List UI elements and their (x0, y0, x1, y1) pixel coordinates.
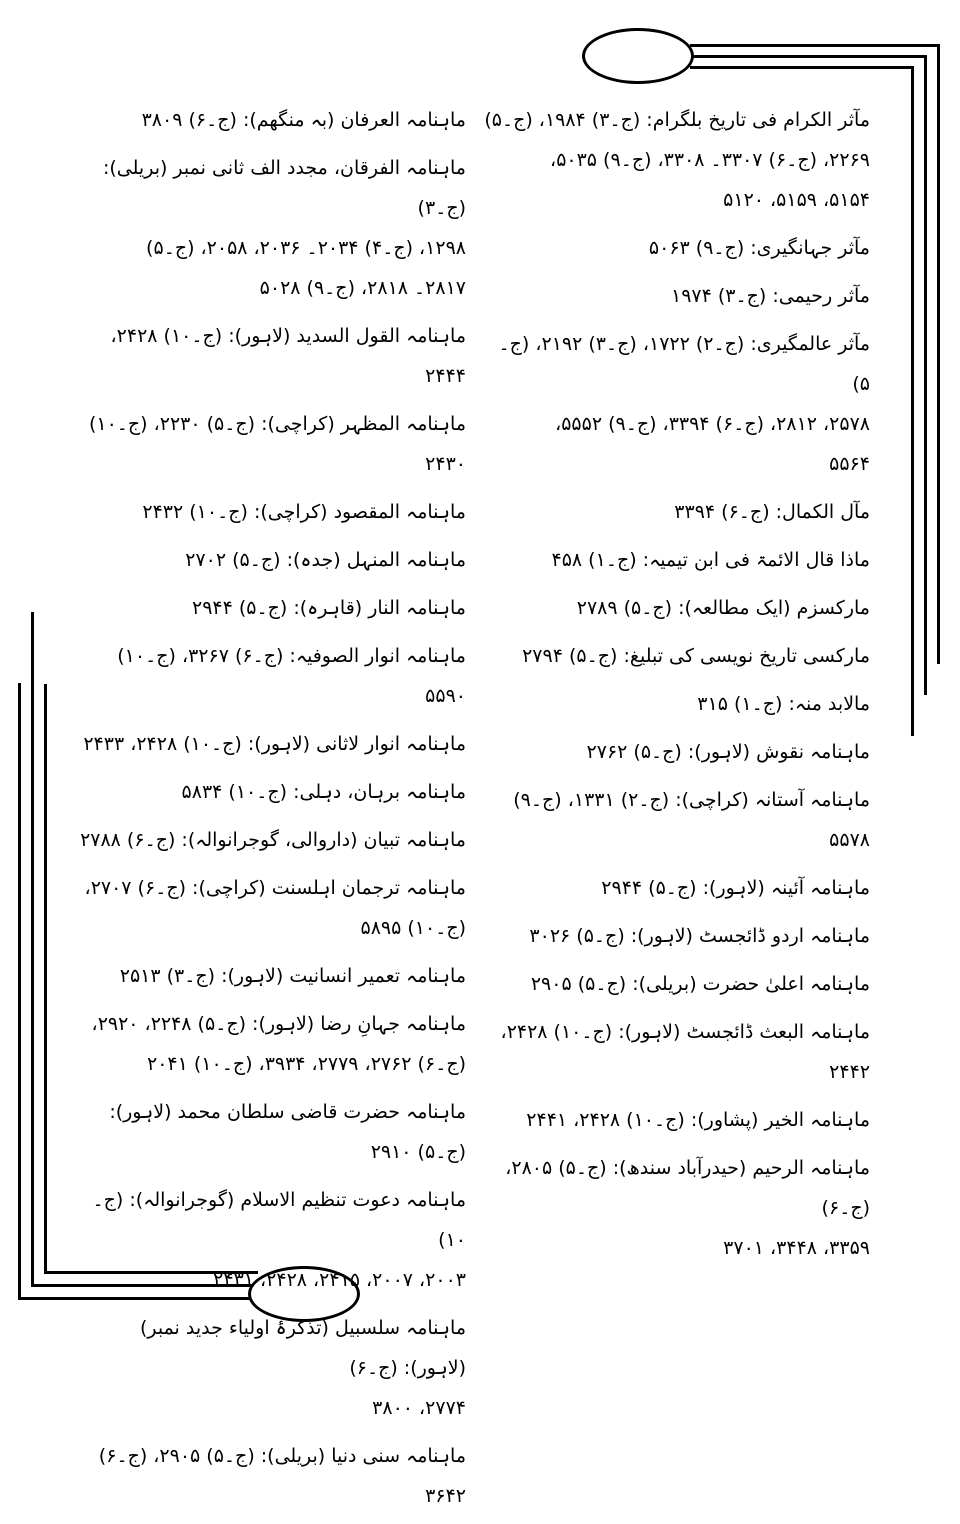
entry-line: ۵۵۶۴ (829, 453, 870, 475)
frame-top-line-2 (690, 55, 927, 58)
index-entry (76, 724, 466, 764)
entry-line: ماہنامہ سلسبیل (تذکرۂ اولیاء جدید نمبر) (لاہور): (ج۔۶) (139, 1317, 466, 1379)
top-oval (582, 28, 694, 84)
index-entry (76, 956, 466, 996)
entry-line: ماہنامہ الرحیم (حیدرآباد سندھ): (ج۔۵) ۲۸۰۵، (ج۔۶) (505, 1157, 870, 1219)
entry-line: ماہنامہ البعث ڈائجسٹ (لاہور): (ج۔۱۰) ۲۴۲۸، (500, 1021, 870, 1043)
index-entry (76, 540, 466, 580)
entry-line: ماہنامہ اعلیٰ حضرت (بریلی): (ج۔۵) ۲۹۰۵ (530, 973, 870, 995)
entry-line: مارکسزم (ایک مطالعہ): (ج۔۵) ۲۷۸۹ (576, 597, 870, 619)
index-entry (76, 1436, 466, 1516)
entry-line: ماہنامہ المقصود (کراچی): (ج۔۱۰) ۲۴۳۲ (142, 501, 466, 523)
frame-left-line-1 (18, 683, 21, 1300)
index-entry (76, 404, 466, 484)
entry-line: ماہنامہ دعوت تنظیم الاسلام (گوجرانوالہ): (ج۔۱۰) (92, 1189, 466, 1251)
index-entry (484, 732, 870, 772)
entry-line: ماہنامہ حضرت قاضی سلطان محمد (لاہور): (ج۔۵) ۲۹۱۰ (109, 1101, 466, 1163)
frame-top-line-1 (690, 44, 940, 47)
index-entry (76, 868, 466, 948)
entry-line: ماہنامہ انوار الصوفیہ: (ج۔۶) ۳۲۶۷، (ج۔۱۰) ۵۵۹۰ (117, 645, 466, 707)
index-entry (484, 1100, 870, 1140)
entry-line: ماہنامہ القول السدید (لاہور): (ج۔۱۰) ۲۴۲۸، ۲۴۴۴ (110, 325, 466, 387)
entry-line: ۲۴۴۲ (829, 1061, 870, 1083)
entry-line: مآثر جہانگیری: (ج۔۹) ۵۰۶۳ (648, 237, 870, 259)
index-entry (76, 1308, 466, 1428)
entry-line: ماہنامہ المنہل (جدہ): (ج۔۵) ۲۷۰۲ (185, 549, 466, 571)
index-entry (484, 964, 870, 1004)
entry-line: ۲۵۷۸، ۲۸۱۲، (ج۔۶) ۳۳۹۴، (ج۔۹) ۵۵۵۲، (555, 413, 870, 435)
entry-line: ماذا قال الائمۃ فی ابن تیمیہ: (ج۔۱) ۴۵۸ (551, 549, 870, 571)
entry-line: ۲۲۶۹، (ج۔۶) ۳۳۰۷۔ ۳۳۰۸، (ج۔۹) ۵۰۳۵، (550, 149, 870, 171)
index-entry (484, 228, 870, 268)
index-entry (76, 148, 466, 308)
index-entry (76, 820, 466, 860)
entry-line: ماہنامہ الفرقان، مجدد الف ثانی نمبر (بریلی): (ج۔۳) (102, 157, 466, 219)
index-entry (76, 772, 466, 812)
index-entry (484, 780, 870, 860)
entry-line: ۲۴۳۰ (425, 453, 466, 475)
entry-line: مآثر رحیمی: (ج۔۳) ۱۹۷۴ (670, 285, 870, 307)
frame-right-line-3 (911, 66, 914, 736)
index-entry (76, 492, 466, 532)
frame-right-line-2 (924, 55, 927, 695)
entry-line: ماہنامہ جہانِ رضا (لاہور): (ج۔۵) ۲۲۴۸، ۲۹۲۰، (91, 1013, 466, 1035)
index-entry (484, 916, 870, 956)
index-entry (76, 1180, 466, 1300)
entry-line: ماہنامہ سنی دنیا (بریلی): (ج۔۵) ۲۹۰۵، (ج۔۶) ۳۶۴۲ (98, 1445, 466, 1507)
frame-right-line-1 (937, 44, 940, 664)
entry-line: ۵۱۵۴، ۵۱۵۹، ۵۱۲۰ (723, 189, 870, 211)
entry-line: ماہنامہ المظہر (کراچی): (ج۔۵) ۲۲۳۰، (ج۔۱۰) (88, 413, 466, 435)
entry-line: ماہنامہ الخیر (پشاور): (ج۔۱۰) ۲۴۲۸، ۲۴۴۱ (526, 1109, 870, 1131)
entry-line: ۵۵۷۸ (829, 829, 870, 851)
entry-line: مآل الکمال: (ج۔۶) ۳۳۹۴ (674, 501, 870, 523)
index-entry (76, 588, 466, 628)
index-entry (484, 1148, 870, 1268)
index-entry (484, 868, 870, 908)
entry-line: ۲۷۷۴، ۳۸۰۰ (372, 1397, 466, 1419)
entry-line: ماہنامہ ترجمان اہلسنت (کراچی): (ج۔۶) ۲۷۰۷، (84, 877, 466, 899)
index-entry (76, 1092, 466, 1172)
index-entry (484, 1012, 870, 1092)
entry-line: ماہنامہ انوار لاثانی (لاہور): (ج۔۱۰) ۲۴۲۸، ۲۴۳۳ (83, 733, 466, 755)
entry-line: ماہنامہ اردو ڈائجسٹ (لاہور): (ج۔۵) ۳۰۲۶ (529, 925, 870, 947)
entry-line: ماہنامہ آستانہ (کراچی): (ج۔۲) ۱۳۳۱، (ج۔۹) (513, 789, 870, 811)
entry-line: ۳۳۵۹، ۳۴۴۸، ۳۷۰۱ (723, 1237, 870, 1259)
index-entry (484, 684, 870, 724)
frame-left-line-3 (44, 684, 47, 1273)
right-column (484, 100, 870, 780)
entry-line: ۲۸۱۷۔ ۲۸۱۸، (ج۔۹) ۵۰۲۸ (259, 277, 466, 299)
entry-line: ماہنامہ برہان، دہلی: (ج۔۱۰) ۵۸۳۴ (181, 781, 466, 803)
entry-line: مآثر الکرام فی تاریخ بلگرام: (ج۔۳) ۱۹۸۴، (ج۔۵) (484, 109, 870, 131)
index-entry (484, 324, 870, 484)
index-entry (484, 588, 870, 628)
index-entry (76, 1004, 466, 1084)
frame-left-line-2 (31, 612, 34, 1286)
left-column (76, 100, 466, 1524)
entry-line: مالابد منہ: (ج۔۱) ۳۱۵ (697, 693, 870, 715)
entry-line: ماہنامہ آئینہ (لاہور): (ج۔۵) ۲۹۴۴ (601, 877, 870, 899)
entry-line: (ج۔۶) ۲۷۶۲، ۲۷۷۹، ۳۹۳۴، (ج۔۱۰) ۲۰۴۱ (147, 1053, 466, 1075)
entry-line: ماہنامہ تعمیر انسانیت (لاہور): (ج۔۳) ۲۵۱۳ (119, 965, 466, 987)
right-column-lower (484, 780, 870, 1276)
entry-line: ماہنامہ النار (قاہرہ): (ج۔۵) ۲۹۴۴ (192, 597, 466, 619)
entry-line: ماہنامہ تبیان (داروالی، گوجرانوالہ): (ج۔۶) ۲۷۸۸ (80, 829, 466, 851)
index-entry (76, 636, 466, 716)
entry-line: ۱۲۹۸، (ج۔۴) ۲۰۳۴۔ ۲۰۳۶، ۲۰۵۸، (ج۔۵) (146, 237, 466, 259)
entry-line: مارکسی تاریخ نویسی کی تبلیغ: (ج۔۵) ۲۷۹۴ (522, 645, 870, 667)
index-entry (484, 540, 870, 580)
index-entry (76, 316, 466, 396)
frame-top-line-3 (690, 66, 914, 69)
entry-line: ماہنامہ العرفان (بہ منگھم): (ج۔۶) ۳۸۰۹ (141, 109, 466, 131)
entry-line: (ج۔۱۰) ۵۸۹۵ (360, 917, 466, 939)
index-entry (484, 276, 870, 316)
index-entry (76, 100, 466, 140)
index-entry (484, 492, 870, 532)
entry-line: ۲۰۰۳، ۲۰۰۷، ۲۴۱۵، ۲۴۲۸، ۲۴۳۱ (213, 1269, 466, 1291)
entry-line: مآثر عالمگیری: (ج۔۲) ۱۷۲۲، (ج۔۳) ۲۱۹۲، (ج۔۵) (498, 333, 870, 395)
index-entry (484, 636, 870, 676)
index-entry (484, 100, 870, 220)
entry-line: ماہنامہ نقوش (لاہور): (ج۔۵) ۲۷۶۲ (586, 741, 870, 763)
